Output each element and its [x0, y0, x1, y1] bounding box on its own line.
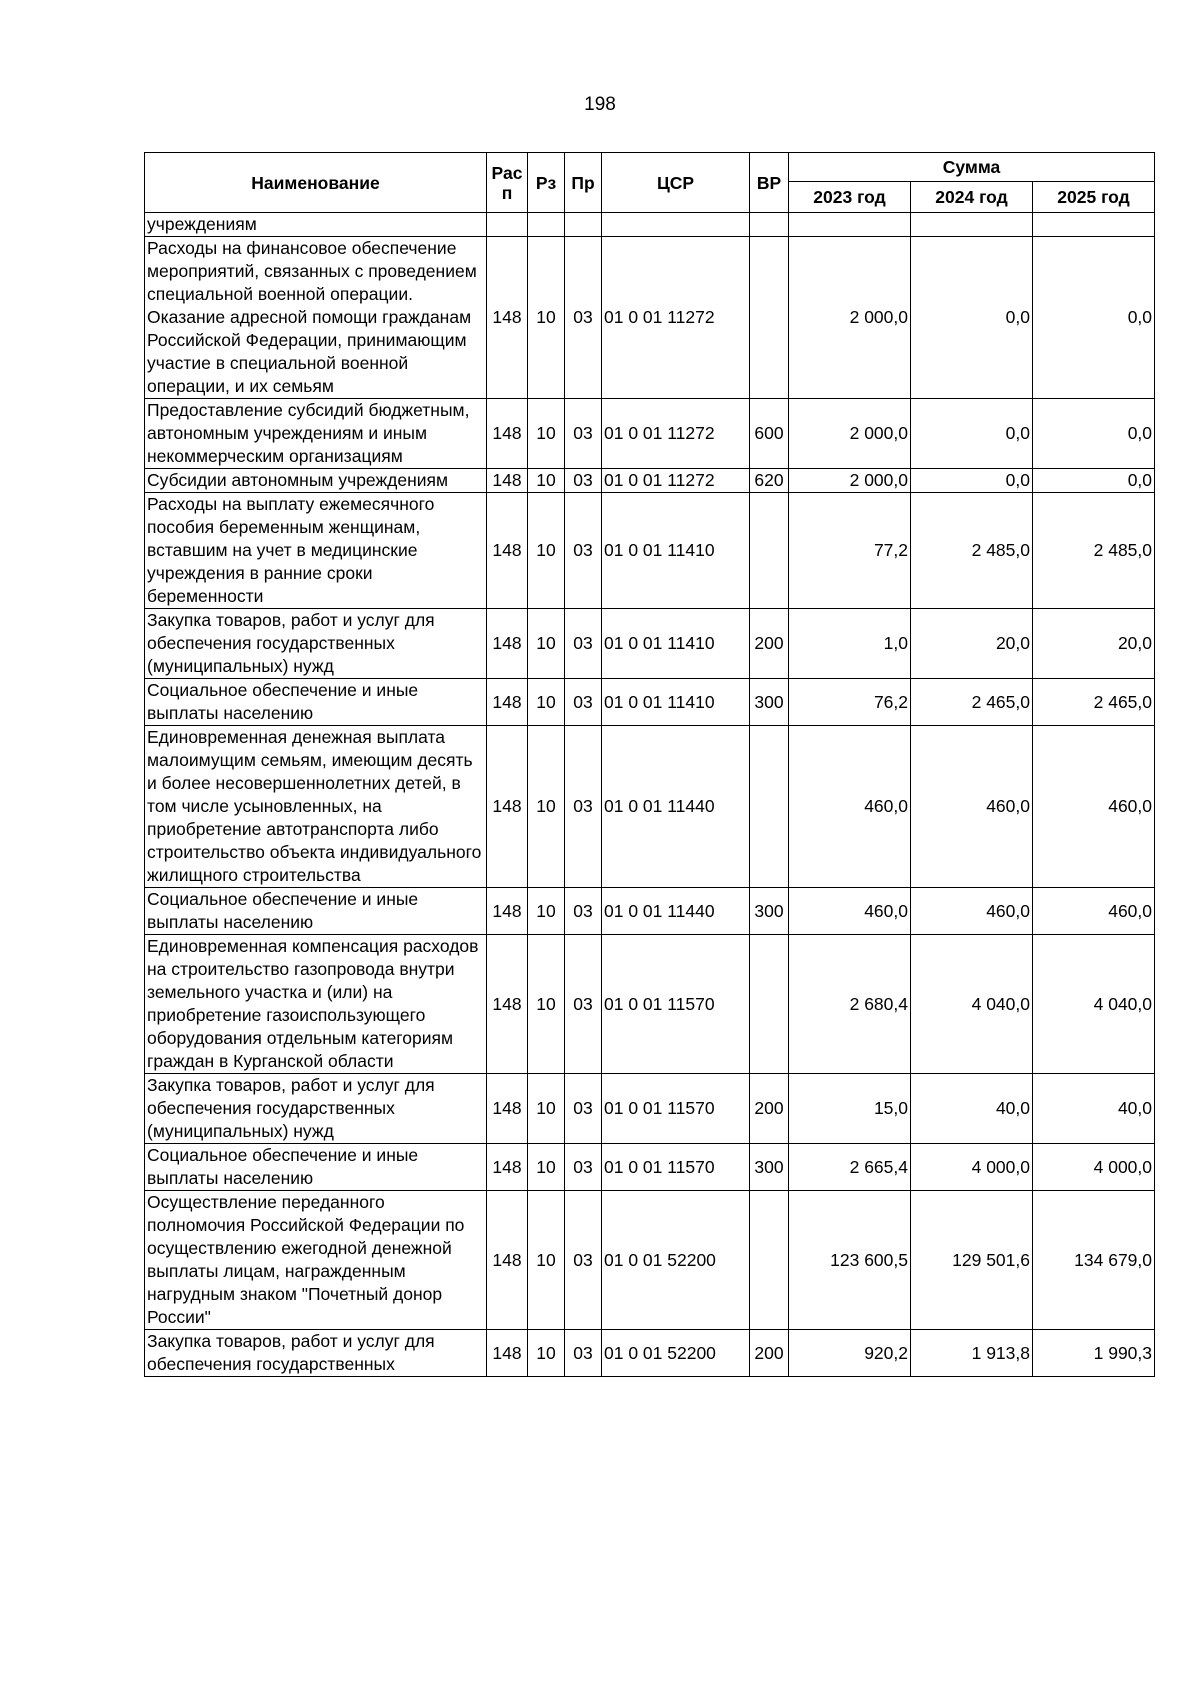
cell-2024: 460,0	[911, 888, 1033, 935]
cell-2024: 0,0	[911, 469, 1033, 493]
table-row	[145, 1191, 1155, 1330]
table-row	[145, 935, 1155, 1074]
cell-csr: 01 0 01 11410	[602, 609, 750, 679]
cell-vr: 620	[750, 469, 789, 493]
header-year-2024: 2024 год	[911, 182, 1033, 213]
cell-csr: 01 0 01 11410	[602, 493, 750, 609]
cell-rz	[528, 213, 565, 237]
cell-vr	[750, 935, 789, 1074]
header-csr: ЦСР	[602, 153, 750, 213]
header-name: Наименование	[145, 153, 487, 213]
cell-2023: 15,0	[789, 1074, 911, 1144]
cell-rz: 10	[528, 237, 565, 399]
cell-2025: 460,0	[1033, 888, 1155, 935]
cell-2023: 460,0	[789, 726, 911, 888]
cell-2024: 129 501,6	[911, 1191, 1033, 1330]
header-rz: Рз	[528, 153, 565, 213]
table-row	[145, 1330, 1155, 1377]
cell-pr: 03	[565, 679, 602, 726]
cell-rz: 10	[528, 935, 565, 1074]
cell-2023: 920,2	[789, 1330, 911, 1377]
cell-rasp: 148	[487, 237, 528, 399]
cell-rz: 10	[528, 493, 565, 609]
cell-name: Субсидии автономным учреждениям	[145, 469, 487, 493]
cell-2023: 2 665,4	[789, 1144, 911, 1191]
cell-2025: 40,0	[1033, 1074, 1155, 1144]
cell-2025: 0,0	[1033, 399, 1155, 469]
cell-vr: 200	[750, 1074, 789, 1144]
cell-vr: 200	[750, 609, 789, 679]
cell-name: Социальное обеспечение и иные выплаты населению	[145, 888, 487, 935]
cell-name: Расходы на выплату ежемесячного пособия беременным женщинам, вставшим на учет в медицинские учреждения в ранние сроки беременности	[145, 493, 487, 609]
table-row	[145, 609, 1155, 679]
cell-2024: 4 040,0	[911, 935, 1033, 1074]
cell-pr: 03	[565, 726, 602, 888]
cell-pr: 03	[565, 237, 602, 399]
cell-2025: 1 990,3	[1033, 1330, 1155, 1377]
cell-name: Единовременная компенсация расходов на строительство газопровода внутри земельного участка и (или) на приобретение газоиспользующего оборудования отдельным категориям граждан в Курганской области	[145, 935, 487, 1074]
header-sum: Сумма	[789, 153, 1155, 182]
cell-pr: 03	[565, 1330, 602, 1377]
cell-vr	[750, 237, 789, 399]
cell-2023: 76,2	[789, 679, 911, 726]
table-row	[145, 1074, 1155, 1144]
table-row	[145, 237, 1155, 399]
cell-pr: 03	[565, 469, 602, 493]
cell-vr: 600	[750, 399, 789, 469]
cell-vr	[750, 1191, 789, 1330]
header-year-2023: 2023 год	[789, 182, 911, 213]
cell-2024: 0,0	[911, 399, 1033, 469]
cell-pr: 03	[565, 1144, 602, 1191]
cell-rasp: 148	[487, 888, 528, 935]
cell-2025: 460,0	[1033, 726, 1155, 888]
cell-2025: 0,0	[1033, 469, 1155, 493]
cell-name: Осуществление переданного полномочия Российской Федерации по осуществлению ежегодной денежной выплаты лицам, награжденным нагрудным знаком "Почетный донор России"	[145, 1191, 487, 1330]
cell-2025: 0,0	[1033, 237, 1155, 399]
cell-rasp: 148	[487, 935, 528, 1074]
table-row	[145, 726, 1155, 888]
cell-csr: 01 0 01 11570	[602, 1144, 750, 1191]
cell-2024: 2 465,0	[911, 679, 1033, 726]
cell-csr: 01 0 01 11570	[602, 935, 750, 1074]
cell-name: учреждениям	[145, 213, 487, 237]
cell-2025: 2 465,0	[1033, 679, 1155, 726]
cell-rz: 10	[528, 469, 565, 493]
cell-vr	[750, 213, 789, 237]
cell-name: Предоставление субсидий бюджетным, автономным учреждениям и иным некоммерческим организациям	[145, 399, 487, 469]
cell-pr: 03	[565, 1074, 602, 1144]
cell-rz: 10	[528, 609, 565, 679]
cell-2023	[789, 213, 911, 237]
page-number: 198	[584, 94, 616, 115]
cell-csr: 01 0 01 11272	[602, 469, 750, 493]
cell-2023: 2 000,0	[789, 469, 911, 493]
table-row	[145, 469, 1155, 493]
table-row	[145, 399, 1155, 469]
cell-rasp: 148	[487, 679, 528, 726]
cell-2024: 40,0	[911, 1074, 1033, 1144]
table-body	[145, 213, 1155, 1377]
cell-2023: 1,0	[789, 609, 911, 679]
cell-pr: 03	[565, 935, 602, 1074]
cell-rasp: 148	[487, 726, 528, 888]
cell-vr	[750, 726, 789, 888]
cell-2024: 0,0	[911, 237, 1033, 399]
cell-2024: 2 485,0	[911, 493, 1033, 609]
cell-pr: 03	[565, 609, 602, 679]
cell-name: Закупка товаров, работ и услуг для обеспечения государственных	[145, 1330, 487, 1377]
cell-vr: 300	[750, 679, 789, 726]
table-row	[145, 493, 1155, 609]
cell-rasp	[487, 213, 528, 237]
cell-pr: 03	[565, 399, 602, 469]
cell-rasp: 148	[487, 1330, 528, 1377]
cell-csr: 01 0 01 52200	[602, 1330, 750, 1377]
cell-rz: 10	[528, 888, 565, 935]
cell-rz: 10	[528, 726, 565, 888]
cell-rz: 10	[528, 1144, 565, 1191]
cell-rz: 10	[528, 1074, 565, 1144]
cell-2025: 2 485,0	[1033, 493, 1155, 609]
cell-2023: 123 600,5	[789, 1191, 911, 1330]
header-rasp: Рас п	[487, 153, 528, 213]
cell-vr: 300	[750, 888, 789, 935]
cell-2023: 2 000,0	[789, 237, 911, 399]
cell-name: Закупка товаров, работ и услуг для обеспечения государственных (муниципальных) нужд	[145, 609, 487, 679]
cell-vr: 200	[750, 1330, 789, 1377]
cell-2023: 77,2	[789, 493, 911, 609]
cell-rz: 10	[528, 399, 565, 469]
cell-pr: 03	[565, 1191, 602, 1330]
cell-2025: 4 040,0	[1033, 935, 1155, 1074]
cell-vr	[750, 493, 789, 609]
cell-2023: 2 680,4	[789, 935, 911, 1074]
header-year-2025: 2025 год	[1033, 182, 1155, 213]
cell-rasp: 148	[487, 609, 528, 679]
cell-2025: 20,0	[1033, 609, 1155, 679]
cell-rasp: 148	[487, 1074, 528, 1144]
cell-pr	[565, 213, 602, 237]
cell-rz: 10	[528, 679, 565, 726]
cell-csr: 01 0 01 11272	[602, 399, 750, 469]
cell-pr: 03	[565, 493, 602, 609]
cell-2023: 460,0	[789, 888, 911, 935]
header-pr: Пр	[565, 153, 602, 213]
table-row	[145, 1144, 1155, 1191]
cell-2024: 4 000,0	[911, 1144, 1033, 1191]
cell-csr: 01 0 01 11410	[602, 679, 750, 726]
cell-2023: 2 000,0	[789, 399, 911, 469]
cell-rasp: 148	[487, 493, 528, 609]
cell-name: Социальное обеспечение и иные выплаты населению	[145, 1144, 487, 1191]
cell-rz: 10	[528, 1191, 565, 1330]
cell-name: Единовременная денежная выплата малоимущим семьям, имеющим десять и более несовершеннолетних детей, в том числе усыновленных, на приобретение автотранспорта либо строительство объекта индивидуального жилищного строительства	[145, 726, 487, 888]
cell-2025: 134 679,0	[1033, 1191, 1155, 1330]
cell-rasp: 148	[487, 399, 528, 469]
cell-pr: 03	[565, 888, 602, 935]
cell-csr: 01 0 01 52200	[602, 1191, 750, 1330]
budget-table	[144, 152, 1155, 1377]
cell-vr: 300	[750, 1144, 789, 1191]
cell-2025: 4 000,0	[1033, 1144, 1155, 1191]
table-row	[145, 679, 1155, 726]
cell-2024	[911, 213, 1033, 237]
cell-2024: 20,0	[911, 609, 1033, 679]
cell-csr: 01 0 01 11440	[602, 726, 750, 888]
table-row	[145, 888, 1155, 935]
cell-rasp: 148	[487, 469, 528, 493]
cell-csr: 01 0 01 11440	[602, 888, 750, 935]
cell-rasp: 148	[487, 1191, 528, 1330]
cell-csr: 01 0 01 11272	[602, 237, 750, 399]
cell-name: Закупка товаров, работ и услуг для обеспечения государственных (муниципальных) нужд	[145, 1074, 487, 1144]
header-vr: ВР	[750, 153, 789, 213]
cell-2024: 460,0	[911, 726, 1033, 888]
cell-name: Социальное обеспечение и иные выплаты населению	[145, 679, 487, 726]
cell-csr	[602, 213, 750, 237]
cell-rasp: 148	[487, 1144, 528, 1191]
cell-2024: 1 913,8	[911, 1330, 1033, 1377]
cell-csr: 01 0 01 11570	[602, 1074, 750, 1144]
cell-name: Расходы на финансовое обеспечение мероприятий, связанных с проведением специальной военной операции. Оказание адресной помощи гражданам Российской Федерации, принимающим участие в специальной военной операции, и их семьям	[145, 237, 487, 399]
cell-2025	[1033, 213, 1155, 237]
table-row	[145, 213, 1155, 237]
table-header	[145, 153, 1155, 213]
cell-rz: 10	[528, 1330, 565, 1377]
